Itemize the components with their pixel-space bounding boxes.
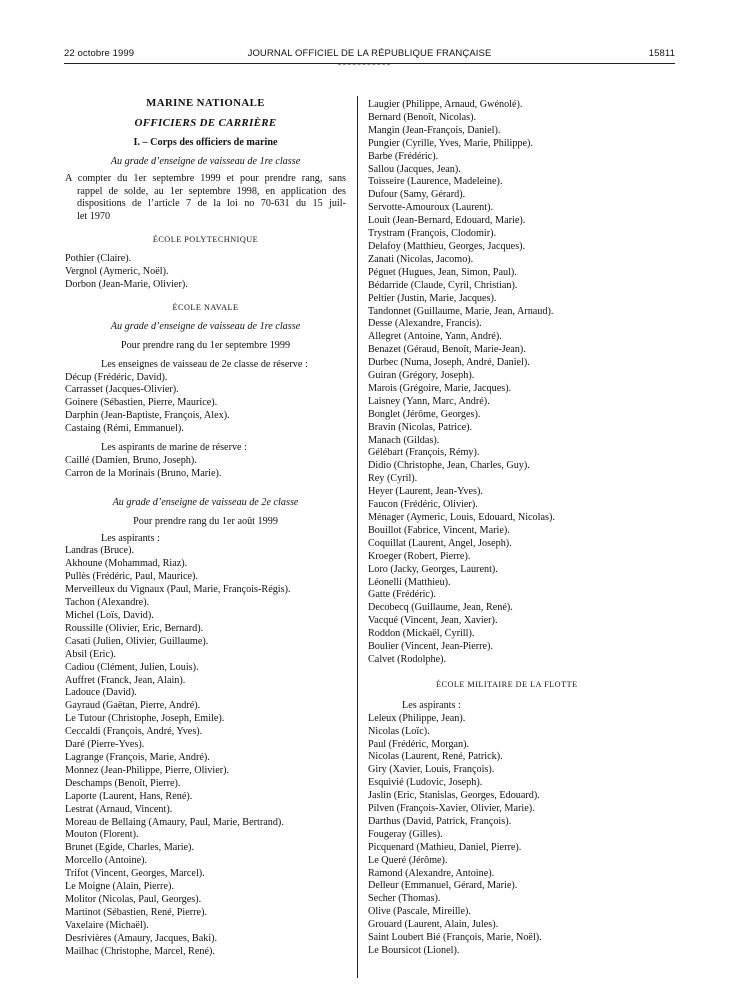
list-item: Léonelli (Matthieu). [368,576,451,588]
list-item: Guiran (Grégory, Joseph). [368,370,475,382]
list-item: Michel (Loïs, David). [65,610,154,621]
list-item: Gélébart (François, Rémy). [368,447,480,459]
list-item: Allegret (Antoine, Yann, André). [368,331,502,343]
list-item: Gatte (Frédéric). [368,589,436,601]
list-item: Leleux (Philippe, Jean). [368,712,466,724]
list-item: Barbe (Frédéric). [368,150,439,162]
list-item: Giry (Xavier, Louis, François). [368,764,495,776]
list-item: Dorbon (Jean-Marie, Olivier). [65,278,188,290]
list-item: Manach (Gildas). [368,434,440,446]
list-item: Roddon (Mickaël, Cyrill). [368,628,475,640]
list-item: Lagrange (François, Marie, André). [65,751,210,763]
list-item: Péguet (Hugues, Jean, Simon, Paul). [368,266,517,278]
grade-heading: Au grade d’enseigne de vaisseau de 1re classe [110,155,301,167]
rank-date: Pour prendre rang du 1er septembre 1999 [120,339,291,351]
section-heading-navale: ÉCOLE NAVALE [172,302,239,312]
intro-paragraph [65,173,346,225]
intro-line: dispositions de l’article 7 de la loi no 70-631 du 15 juil- [77,198,346,210]
list-item: Ladouce (David). [65,687,137,699]
list-item: Décup (Frédéric, David). [65,371,168,383]
list-item: Bouillot (Fabrice, Vincent, Marie). [368,524,510,536]
list-item: Pullès (Frédéric, Paul, Maurice). [65,571,198,583]
header-date: 22 octobre 1999 [64,48,135,59]
list-item: Zanati (Nicolas, Jacomo). [368,253,474,265]
list-item: Le Tutour (Christophe, Joseph, Emile). [65,713,225,725]
list-item: Monnez (Jean-Philippe, Pierre, Olivier). [65,764,230,776]
list-item: Decobecq (Guillaume, Jean, René). [368,602,513,614]
list-reserve-aspirants [65,455,346,481]
subgroup-heading: Les aspirants de marine de réserve : [101,442,247,454]
list-item: Morcello (Antoine). [65,855,148,867]
list-item: Fougeray (Gilles). [368,828,443,840]
intro-line: let 1970 [77,211,111,223]
list-item: Goinere (Sébastien, Pierre, Maurice). [65,397,218,409]
list-item: Coquillat (Laurent, Angel, Joseph). [368,537,512,549]
list-item: Pothier (Claire). [65,253,132,265]
list-item: Trifot (Vincent, Georges, Marcel). [65,868,205,880]
list-item: Nicolas (Loïc). [368,725,430,737]
list-item: Merveilleux du Vignaux (Paul, Marie, François-Régis). [65,584,291,596]
list-item: Bravin (Nicolas, Patrice). [368,421,473,433]
header-title: JOURNAL OFFICIEL DE LA RÉPUBLIQUE FRANÇAISE [247,48,492,59]
list-item: Boulier (Vincent, Jean-Pierre). [368,641,493,653]
list-item: Tachon (Alexandre). [65,597,150,609]
list-item: Servotte-Amouroux (Laurent). [368,202,494,214]
rank-date: Pour prendre rang du 1er août 1999 [133,515,278,527]
list-item: Pilven (François-Xavier, Olivier, Marie). [368,803,535,815]
list-item: Le Queré (Jérôme). [368,854,448,866]
list-item: Nicolas (Laurent, René, Patrick). [368,751,503,763]
list-item: Akhoune (Mohammad, Riaz). [65,558,188,570]
list-item: Laporte (Laurent, Hans, René). [65,790,193,802]
list-item: Kroeger (Robert, Pierre). [368,550,471,562]
list-item: Mailhac (Christophe, Marcel, René). [65,945,215,957]
right-column [368,99,584,958]
list-item: Gayraud (Gaëtan, Pierre, André). [65,700,201,712]
list-item: Carrasset (Jacques-Olivier). [65,384,179,396]
subgroup-heading: Les aspirants : [101,532,160,544]
list-polytechnique [65,253,346,292]
list-item: Mouton (Florent). [65,829,139,841]
list-item: Louit (Jean-Bernard, Edouard, Marie). [368,215,526,227]
list-item: Secher (Thomas). [368,893,441,905]
list-item: Deschamps (Benoît, Pierre). [65,777,181,789]
section-heading-polytechnique: ÉCOLE POLYTECHNIQUE [152,235,259,245]
list-item: Delafoy (Matthieu, Georges, Jacques). [368,240,526,252]
section-heading-flotte: ÉCOLE MILITAIRE DE LA FLOTTE [436,679,578,689]
list-item: Pungier (Cyrille, Yves, Marie, Philippe). [368,137,533,149]
header-page-number: 15811 [648,48,675,59]
list-item: Landras (Bruce). [65,545,135,557]
list-item: Vergnol (Aymeric, Noël). [65,266,169,278]
subgroup-heading: Les enseignes de vaisseau de 2e classe de réserve : [101,358,308,370]
list-item: Casati (Julien, Olivier, Guillaume). [65,635,209,647]
list-item: Dufour (Samy, Gérard). [368,189,466,201]
list-item: Desse (Alexandre, Francis). [368,318,482,330]
list-item: Desrivières (Amaury, Jacques, Baki). [65,932,218,944]
list-item: Paul (Frédéric, Morgan). [368,738,470,750]
list-item: Caillé (Damien, Bruno, Joseph). [65,454,197,466]
list-item: Moreau de Bellaing (Amaury, Paul, Marie, Bertrand). [65,816,284,828]
list-aspirants [65,545,346,958]
list-item: Martinot (Sébastien, René, Pierre). [65,906,208,918]
list-aspirants-continued [368,99,584,667]
list-item: Toisseire (Laurence, Madeleine). [368,176,503,188]
list-item: Bonglet (Jérôme, Georges). [368,408,481,420]
list-item: Esquivié (Ludovic, Joseph). [368,777,483,789]
list-item: Benazet (Géraud, Benoît, Marie-Jean). [368,344,526,356]
list-item: Tandonnet (Guillaume, Marie, Jean, Arnaud). [368,305,554,317]
corps-heading: I. – Corps des officiers de marine [133,136,278,148]
list-item: Molitor (Nicolas, Paul, Georges). [65,893,202,905]
list-item: Laisney (Yann, Marc, André). [368,395,490,407]
ministry-heading: MARINE NATIONALE [146,97,265,109]
list-item: Olive (Pascale, Mireille). [368,906,471,918]
list-item: Peltier (Justin, Marie, Jacques). [368,292,497,304]
list-item: Faucon (Frédéric, Olivier). [368,499,478,511]
list-item: Sallou (Jacques, Jean). [368,163,461,175]
list-item: Heyer (Laurent, Jean-Yves). [368,486,483,498]
list-item: Bédarride (Claude, Cyril, Christian). [368,279,518,291]
page-header [64,48,675,59]
list-item: Lestrat (Arnaud, Vincent). [65,803,173,815]
list-item: Roussille (Olivier, Eric, Bernard). [65,622,204,634]
category-heading: OFFICIERS DE CARRIÈRE [134,116,277,129]
list-item: Ramond (Alexandre, Antoine). [368,867,495,879]
list-item: Didio (Christophe, Jean, Charles, Guy). [368,460,530,472]
list-item: Picquenard (Mathieu, Daniel, Pierre). [368,841,522,853]
list-item: Darthus (David, Patrick, François). [368,815,512,827]
list-item: Vaxelaire (Michaël). [65,919,149,931]
list-item: Vacqué (Vincent, Jean, Xavier). [368,615,498,627]
column-divider [357,96,358,978]
list-item: Le Boursicot (Lionel). [368,945,460,956]
intro-line: A compter du 1er septembre 1999 et pour prendre rang, sans [65,172,346,184]
list-reserve-enseignes [65,372,346,437]
list-item: Grouard (Laurent, Alain, Jules). [368,919,499,931]
subgroup-heading: Les aspirants : [402,699,461,711]
list-item: Rey (Cyril). [368,473,418,485]
list-item: Castaing (Rémi, Emmanuel). [65,423,184,435]
list-item: Jaslin (Eric, Stanislas, Georges, Edouard). [368,790,540,802]
list-flotte-aspirants [368,713,584,958]
list-item: Ceccaldi (François, André, Yves). [65,726,203,738]
list-item: Carron de la Morinais (Bruno, Marie). [65,467,222,479]
grade-heading: Au grade d’enseigne de vaisseau de 2e classe [112,496,299,508]
list-item: Absil (Eric). [65,648,116,660]
list-item: Mangin (Jean-François, Daniel). [368,124,501,136]
list-item: Durbec (Numa, Joseph, André, Daniel). [368,357,530,369]
list-item: Brunet (Egide, Charles, Marie). [65,842,195,854]
grade-heading: Au grade d’enseigne de vaisseau de 1re classe [110,320,301,332]
list-item: Marois (Grégoire, Marie, Jacques). [368,382,512,394]
list-item: Daré (Pierre-Yves). [65,739,145,751]
list-item: Darphin (Jean-Baptiste, François, Alex). [65,410,230,422]
intro-line: rappel de solde, au 1er septembre 1998, en application des [77,185,346,197]
list-item: Auffret (Franck, Jean, Alain). [65,674,186,686]
list-item: Cadiou (Clément, Julien, Louis). [65,661,199,673]
list-item: Delleur (Emmanuel, Gérard, Marie). [368,880,518,892]
list-item: Trystram (François, Clodomir). [368,228,497,240]
list-item: Laugier (Philippe, Arnaud, Gwénolé). [368,99,523,110]
list-item: Saint Loubert Bié (François, Marie, Noël). [368,932,542,944]
list-item: Le Moigne (Alain, Pierre). [65,881,174,893]
left-column [65,97,346,958]
header-rule-mark [338,64,390,65]
list-item: Calvet (Rodolphe). [368,653,447,665]
list-item: Bernard (Benoît, Nicolas). [368,111,477,123]
list-item: Ménager (Aymeric, Louis, Edouard, Nicolas). [368,512,555,523]
list-item: Loro (Jacky, Georges, Laurent). [368,563,498,575]
